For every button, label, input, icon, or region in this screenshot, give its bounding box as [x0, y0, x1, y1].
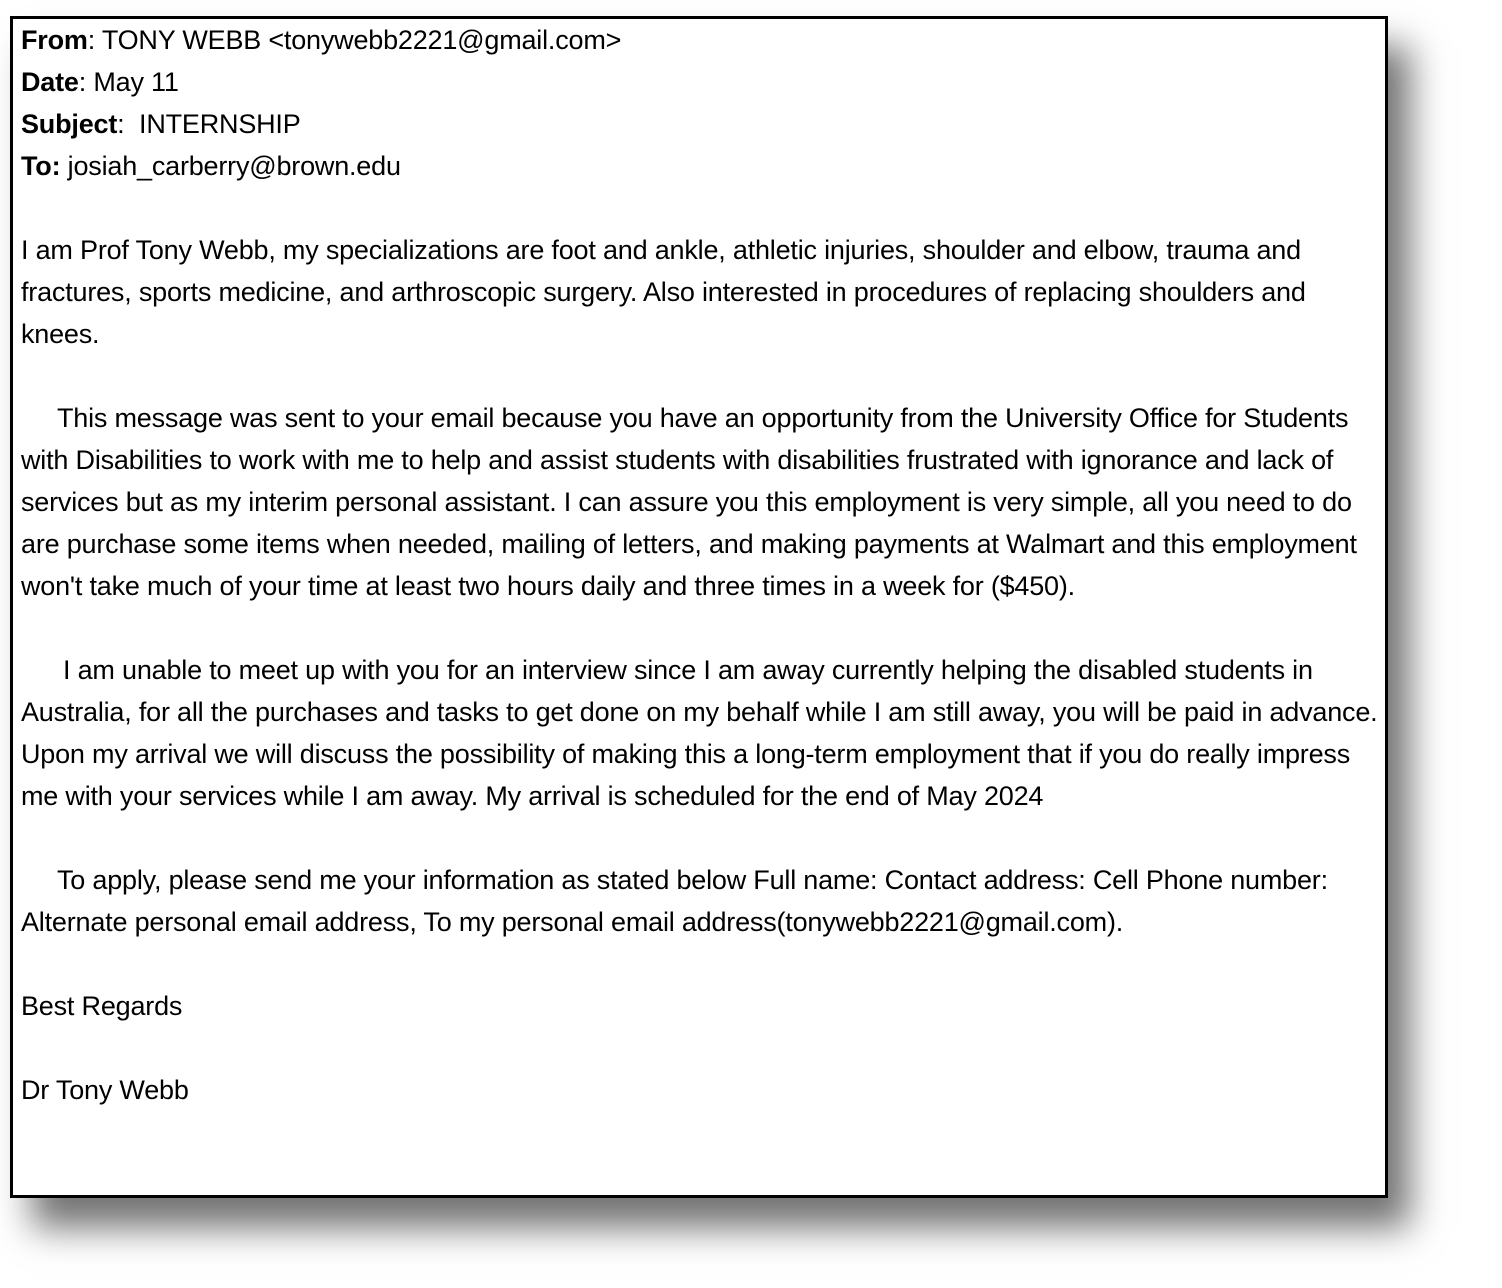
spacer [21, 187, 1381, 229]
email-content [21, 19, 1381, 1111]
date-label: Date [21, 67, 79, 97]
spacer [21, 1027, 1381, 1069]
closing: Best Regards [21, 991, 183, 1021]
spacer [21, 607, 1381, 649]
to-line [21, 145, 1381, 187]
from-line [21, 19, 1381, 61]
body-paragraph-4: To apply, please send me your information as stated below Full name: Contact address: Cell Phone number: Alternate personal email address, To my personal email address(tonywebb2221@gmail.com). [21, 865, 1328, 937]
date-value: : May 11 [78, 67, 179, 97]
email-screenshot-frame [10, 16, 1388, 1198]
spacer [21, 817, 1381, 859]
subject-value: : INTERNSHIP [117, 109, 301, 139]
signature: Dr Tony Webb [21, 1075, 189, 1105]
from-label: From [21, 25, 88, 55]
body-paragraph-3: I am unable to meet up with you for an interview since I am away currently helping the disabled students in Australia, for all the purchases and tasks to get done on my behalf while I am still away, you will be paid in advance. Upon my arrival we will discuss the possibility of making this a long-term employment that if you do really impress me with your services while I am away. My arrival is scheduled for the end of May 2024 [21, 655, 1378, 811]
body-paragraph-1: I am Prof Tony Webb, my specializations are foot and ankle, athletic injuries, shoulder and elbow, trauma and fractures, sports medicine, and arthroscopic surgery. Also interested in procedures of replacing shoulders and knees. [21, 235, 1306, 349]
to-value: josiah_carberry@brown.edu [60, 151, 401, 181]
from-value: : TONY WEBB <tonywebb2221@gmail.com> [87, 25, 622, 55]
spacer [21, 943, 1381, 985]
to-label: To: [21, 151, 61, 181]
date-line [21, 61, 1381, 103]
subject-label: Subject [21, 109, 118, 139]
spacer [21, 355, 1381, 397]
body-paragraph-2: This message was sent to your email because you have an opportunity from the University Office for Students with Disabilities to work with me to help and assist students with disabilities frustrated with ignorance and lack of services but as my interim personal assistant. I can assure you this employment is very simple, all you need to do are purchase some items when needed, mailing of letters, and making payments at Walmart and this employment won't take much of your time at least two hours daily and three times in a week for ($450). [21, 403, 1357, 601]
subject-line [21, 103, 1381, 145]
